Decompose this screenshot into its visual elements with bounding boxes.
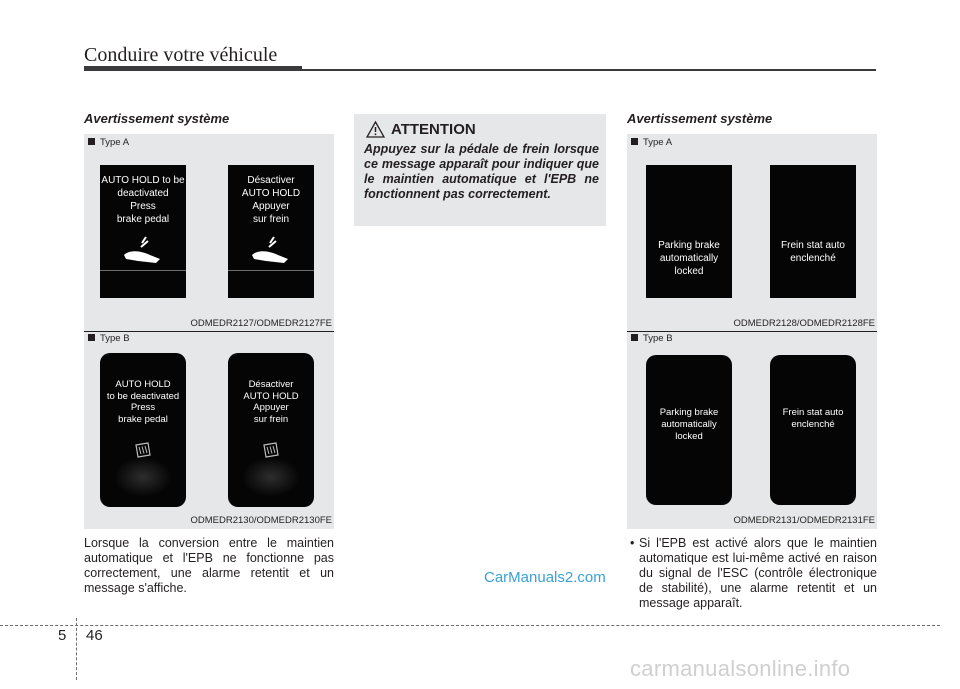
right-type-a-code: ODMEDR2128/ODMEDR2128FE <box>733 318 875 329</box>
site-watermark: carmanualsonline.info <box>630 656 851 681</box>
page-header-title: Conduire votre véhicule <box>84 44 278 66</box>
left-type-a-code: ODMEDR2127/ODMEDR2127FE <box>190 318 332 329</box>
right-section-heading: Avertissement système <box>627 111 773 126</box>
left-type-a-label: Type A <box>88 137 129 148</box>
left-type-b-screen-2 <box>228 353 314 507</box>
right-bullet-text: Si l'EPB est activé alors que le maintien automatique est lui-même activé en raison du signal de l'ESC (contrôle électronique de stabilité), une alarme retentit et un message apparaît. <box>639 536 877 610</box>
watermark: CarManuals2.com <box>484 569 606 586</box>
figure-separator <box>84 331 334 332</box>
square-bullet-icon <box>631 138 638 145</box>
left-body-text: Lorsque la conversion entre le maintien automatique et l'EPB ne fonctionne pas correctement, une alarme retentit et un message s'affiche. <box>84 536 334 595</box>
left-type-a-screen-2 <box>228 165 314 298</box>
right-type-b-screen-1 <box>646 355 732 505</box>
right-type-a-screen-2 <box>770 165 856 298</box>
screen-message: Frein stat auto enclenché <box>781 240 845 264</box>
footer-vertical-divider <box>76 618 77 680</box>
screen-message: Parking brake automatically locked <box>658 240 720 277</box>
attention-body: Appuyez sur la pédale de frein lorsque ce message apparaît pour indiquer que le maintien automatique et l'EPB ne fonctionnent pas correctement. <box>364 142 599 201</box>
right-type-b-screen-2 <box>770 355 856 505</box>
screen-message: Désactiver AUTO HOLD Appuyer sur frein <box>241 175 301 225</box>
left-type-a-screen-1 <box>100 165 186 298</box>
header-bar <box>84 66 302 71</box>
right-type-a-label: Type A <box>631 137 672 148</box>
header-rule <box>302 69 876 71</box>
warning-triangle-icon <box>366 121 385 138</box>
right-type-b-code: ODMEDR2131/ODMEDR2131FE <box>733 515 875 526</box>
left-figure-panel <box>84 134 334 529</box>
screen-message: AUTO HOLD to be deactivated Press brake pedal <box>101 175 185 225</box>
right-figure-panel <box>627 134 877 529</box>
footer-divider <box>0 625 940 626</box>
square-bullet-icon <box>88 138 95 145</box>
page-number: 46 <box>86 627 103 644</box>
brake-pedal-icon <box>120 235 166 267</box>
left-type-b-label: Type B <box>88 333 130 344</box>
screen-message: Parking brake automatically locked <box>659 407 719 442</box>
brake-pedal-icon <box>248 235 294 267</box>
bullet-dot-icon: • <box>630 536 635 550</box>
screen-message: Désactiver AUTO HOLD Appuyer sur frein <box>243 379 299 425</box>
right-type-b-label: Type B <box>631 333 673 344</box>
left-type-b-code: ODMEDR2130/ODMEDR2130FE <box>190 515 332 526</box>
left-type-b-screen-1 <box>100 353 186 507</box>
square-bullet-icon <box>88 334 95 341</box>
attention-title: ATTENTION <box>391 121 476 138</box>
attention-box <box>354 114 606 226</box>
left-section-heading: Avertissement système <box>84 111 230 126</box>
chapter-number: 5 <box>58 627 67 644</box>
right-bullet-item <box>627 536 877 611</box>
square-bullet-icon <box>631 334 638 341</box>
screen-message: Frein stat auto enclenché <box>782 407 844 430</box>
screen-message: AUTO HOLD to be deactivated Press brake pedal <box>106 379 180 425</box>
figure-separator <box>627 331 877 332</box>
right-type-a-screen-1 <box>646 165 732 298</box>
